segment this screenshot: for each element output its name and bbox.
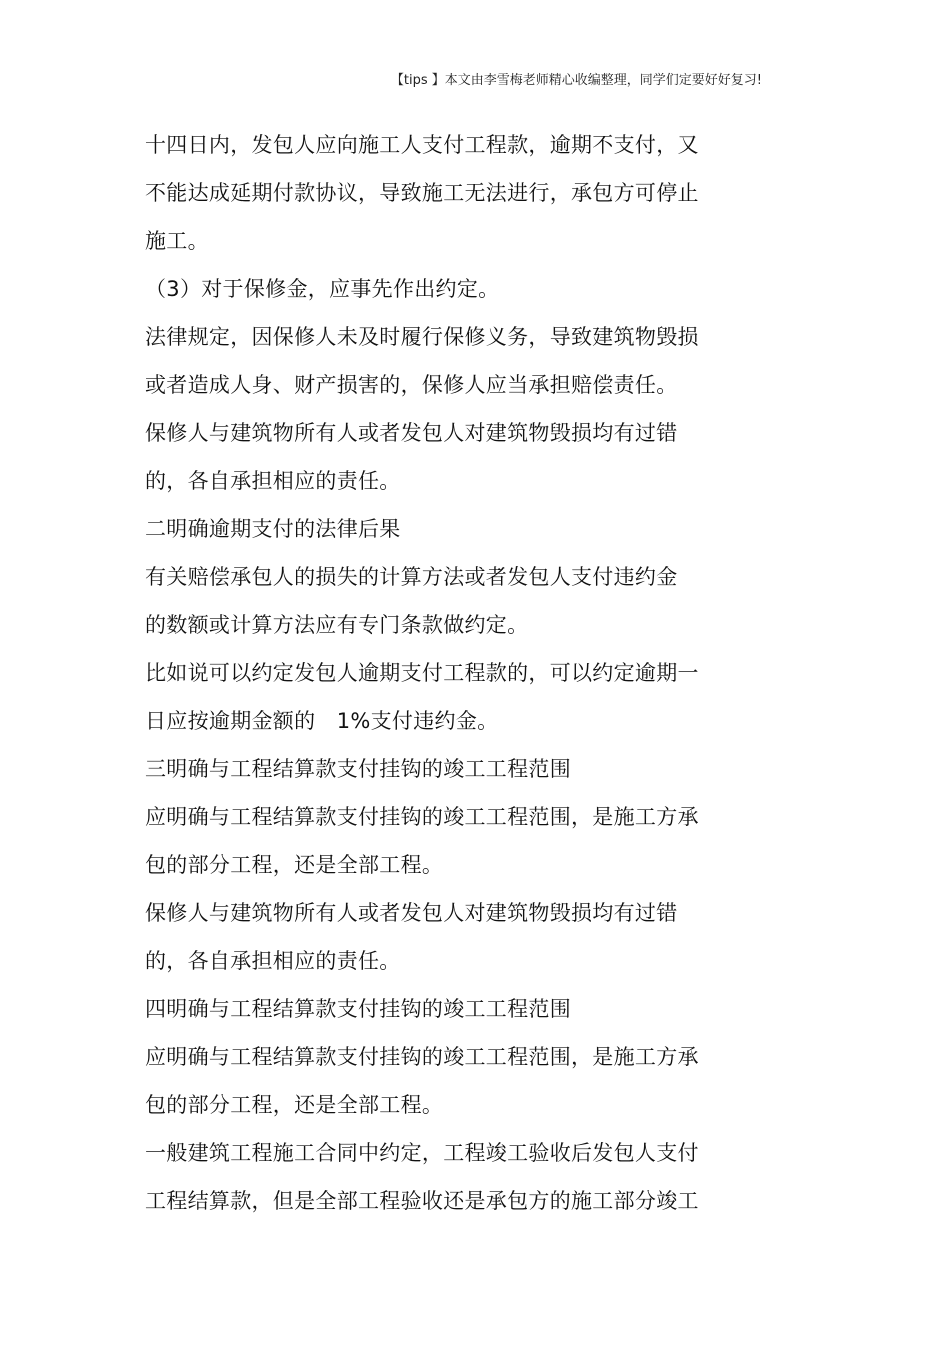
text-line: 的数额或计算方法应有专门条款做约定。 bbox=[145, 613, 529, 637]
section-heading: 三明确与工程结算款支付挂钩的竣工工程范围 bbox=[145, 757, 571, 781]
text-line: 包的部分工程，还是全部工程。 bbox=[145, 1093, 444, 1117]
text-line: 应明确与工程结算款支付挂钩的竣工工程范围，是施工方承 bbox=[145, 805, 699, 829]
section-heading: 四明确与工程结算款支付挂钩的竣工工程范围 bbox=[145, 997, 571, 1021]
text-line: 比如说可以约定发包人逾期支付工程款的，可以约定逾期一 bbox=[145, 661, 699, 685]
section-heading: 二明确逾期支付的法律后果 bbox=[145, 517, 401, 541]
document-body bbox=[145, 121, 765, 1225]
text-line: 法律规定，因保修人未及时履行保修义务，导致建筑物毁损 bbox=[145, 325, 699, 349]
text-line: 的，各自承担相应的责任。 bbox=[145, 469, 401, 493]
text-line: 不能达成延期付款协议，导致施工无法进行，承包方可停止 bbox=[145, 181, 699, 205]
text-line: 保修人与建筑物所有人或者发包人对建筑物毁损均有过错 bbox=[145, 421, 678, 445]
text-line: （3）对于保修金，应事先作出约定。 bbox=[145, 277, 500, 301]
text-line: 或者造成人身、财产损害的，保修人应当承担赔偿责任。 bbox=[145, 373, 678, 397]
text-line: 十四日内，发包人应向施工人支付工程款，逾期不支付，又 bbox=[145, 133, 699, 157]
text-line: 工程结算款，但是全部工程验收还是承包方的施工部分竣工 bbox=[145, 1189, 699, 1213]
text-line: 日应按逾期金额的 1%支付违约金。 bbox=[145, 709, 499, 733]
text-line: 应明确与工程结算款支付挂钩的竣工工程范围，是施工方承 bbox=[145, 1045, 699, 1069]
text-line: 的，各自承担相应的责任。 bbox=[145, 949, 401, 973]
text-line: 一般建筑工程施工合同中约定，工程竣工验收后发包人支付 bbox=[145, 1141, 699, 1165]
header-tips-note: 【tips 】本文由李雪梅老师精心收编整理，同学们定要好好复习! bbox=[390, 73, 762, 88]
text-line: 有关赔偿承包人的损失的计算方法或者发包人支付违约金 bbox=[145, 565, 678, 589]
text-line: 施工。 bbox=[145, 229, 209, 253]
text-line: 保修人与建筑物所有人或者发包人对建筑物毁损均有过错 bbox=[145, 901, 678, 925]
text-line: 包的部分工程，还是全部工程。 bbox=[145, 853, 444, 877]
